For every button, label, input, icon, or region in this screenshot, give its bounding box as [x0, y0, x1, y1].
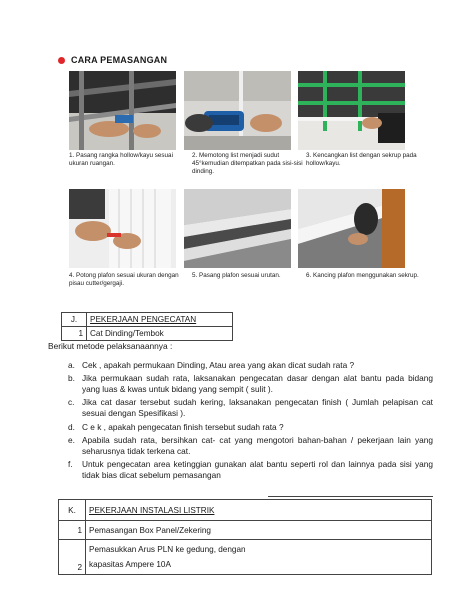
list-marker: f. — [68, 458, 73, 469]
table-row — [59, 500, 432, 521]
list-item-text: Cek , apakah permukaan Dinding, Atau area yang akan dicat sudah rata ? — [82, 360, 355, 370]
photo-caption: 3. Kencangkan list dengan sekrup pada hollow/kayu. — [306, 152, 417, 167]
red-dot-icon — [58, 57, 65, 64]
list-marker: a. — [68, 360, 75, 370]
table-row — [62, 313, 233, 327]
photo-caption: 5. Pasang plafon sesuai urutan. — [192, 272, 281, 279]
photo-screw-panel — [298, 189, 405, 268]
photo-screw-list — [298, 71, 405, 150]
list-item — [48, 422, 433, 433]
divider-line — [268, 496, 433, 497]
table-text-cell: Pemasangan Box Panel/Zekering — [86, 521, 432, 540]
list-item-text: Jika permukaan sudah rata, laksanakan pengecatan dasar dengan alat bantu pada bidang yang luas & kwas untuk bidang yang sempit ( sulit ). — [82, 373, 433, 395]
table-letter-cell: K. — [59, 500, 86, 521]
method-steps-list — [48, 360, 433, 483]
method-intro: Berikut metode pelaksanaannya : — [48, 341, 173, 351]
table-row — [59, 540, 432, 575]
list-marker: d. — [68, 421, 75, 432]
photo-caption: 4. Potong plafon sesuai ukuran dengan pisau cutter/gergaji. — [69, 272, 179, 287]
list-item — [48, 459, 433, 481]
list-item-text: Apabila sudah rata, bersihkan cat- cat yang mengotori bahan-bahan / pekerjaan lain yang seharusnya tidak terkena cat. — [82, 434, 433, 456]
photo-install-panel — [184, 189, 291, 268]
table-text-cell: Cat Dinding/Tembok — [87, 327, 233, 341]
table-text-cell — [86, 540, 432, 575]
painting-work-table — [61, 312, 233, 341]
list-item — [48, 397, 433, 419]
list-item — [48, 373, 433, 395]
table-title-cell: PEKERJAAN INSTALASI LISTRIK — [86, 500, 432, 521]
list-marker: e. — [68, 434, 75, 445]
list-item — [48, 435, 433, 457]
electrical-work-table — [58, 499, 432, 575]
table-number-cell: 2 — [59, 540, 86, 575]
list-item-text: Untuk pengecatan area ketinggian gunakan alat bantu seperti rol dan lainnya pada sisi yang tidak bias dicat sebelum pemasangan — [82, 458, 433, 480]
list-marker: c. — [68, 397, 75, 408]
list-item — [48, 360, 433, 371]
section-heading-text: CARA PEMASANGAN — [71, 55, 168, 65]
table-row — [59, 521, 432, 540]
table-number-cell: 1 — [59, 521, 86, 540]
table-row — [62, 327, 233, 341]
table-letter-cell: J. — [62, 313, 87, 327]
photo-caption: 1. Pasang rangka hollow/kayu sesuai ukuran ruangan. — [69, 152, 173, 167]
photo-cut-panel — [69, 189, 176, 268]
table-number-cell: 1 — [62, 327, 87, 341]
table-text-line: kapasitas Ampere 10A — [89, 560, 171, 569]
list-item-text: Jika cat dasar tersebut sudah kering, laksanakan pengecatan finish ( Jumlah pelapisan cat sesuai dengan Spesifikasi ). — [82, 397, 433, 419]
section-heading — [58, 55, 167, 65]
table-text-line: Pemasukkan Arus PLN ke gedung, dengan — [89, 545, 246, 554]
photo-install-frame — [69, 71, 176, 150]
table-title-cell: PEKERJAAN PENGECATAN — [87, 313, 233, 327]
list-item-text: C e k , apakah pengecatan finish tersebut sudah rata ? — [82, 421, 284, 432]
photo-caption: 2. Memotong list menjadi sudut 45°kemudian ditempatkan pada sisi-sisi dinding. — [192, 152, 303, 175]
list-marker: b. — [68, 373, 75, 384]
photo-caption: 6. Kancing plafon menggunakan sekrup. — [306, 272, 419, 279]
photo-cut-list — [184, 71, 291, 150]
